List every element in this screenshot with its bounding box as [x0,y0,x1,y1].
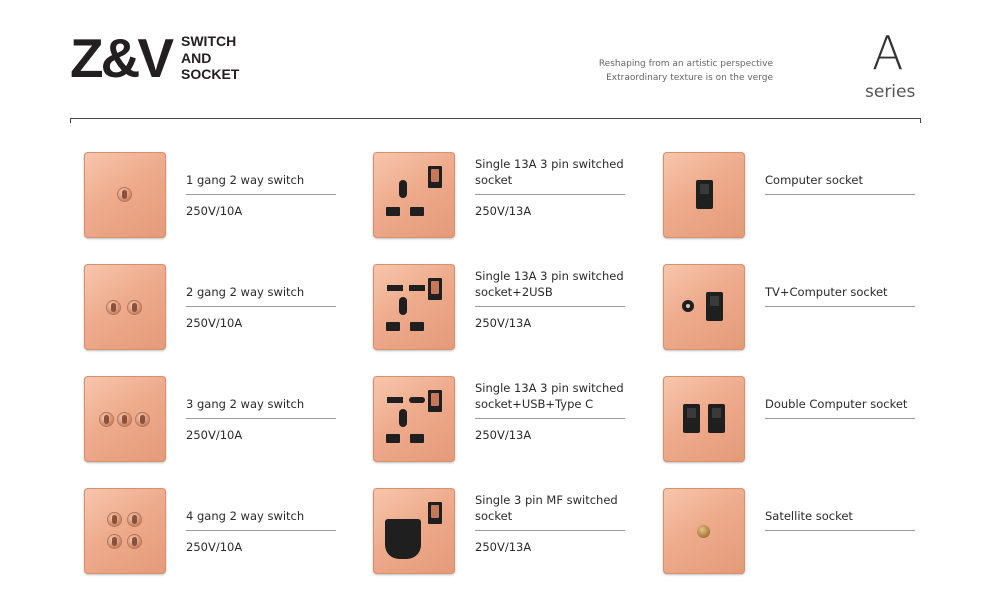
tagline-line-2: Extraordinary texture is on the verge [606,73,773,83]
rocker-switch-icon [428,390,442,412]
rj45-port-icon [683,404,700,433]
switch-2-gang-image [84,264,166,350]
brand-line-2: AND [181,49,212,66]
product-card [663,152,918,242]
earth-pin-icon [399,180,407,198]
switch-4-gang-image [84,488,166,574]
product-divider [186,418,336,419]
brand-line-1: SWITCH [181,33,237,50]
product-spec: 250V/10A [186,540,243,554]
product-card [84,488,339,578]
brand-mark: Z&V [70,27,171,89]
product-spec: 250V/13A [475,316,532,330]
product-divider [765,418,915,419]
neutral-pin-icon [410,207,424,216]
neutral-pin-icon [410,434,424,443]
socket-13a-usb-typec-image [373,376,455,462]
rj45-port-icon [708,404,725,433]
switch-1-gang-image [84,152,166,238]
product-divider [186,194,336,195]
product-card [373,264,628,354]
product-spec: 250V/10A [186,316,243,330]
socket-13a-image [373,152,455,238]
brand-line-3: SOCKET [181,66,240,83]
rocker-switch-icon [428,502,442,524]
switch-3-gang-image [84,376,166,462]
earth-pin-icon [399,297,407,315]
product-divider [765,194,915,195]
product-card [84,264,339,354]
rj45-port-icon [706,292,723,321]
live-pin-icon [386,434,400,443]
product-name: Single 3 pin MF switched socket [475,493,618,523]
earth-pin-icon [399,409,407,427]
tagline [599,57,773,85]
series-word: series [865,82,916,102]
live-pin-icon [386,207,400,216]
toggle-icon [108,513,121,526]
product-divider [186,306,336,307]
toggle-icon [118,188,131,201]
product-spec: 250V/13A [475,428,532,442]
product-divider [475,418,625,419]
product-divider [475,194,625,195]
neutral-pin-icon [410,322,424,331]
product-spec: 250V/10A [186,428,243,442]
product-name: Computer socket [765,173,864,187]
product-card [84,376,339,466]
toggle-icon [107,301,120,314]
product-spec: 250V/13A [475,204,532,218]
usb-port-icon [409,285,425,291]
toggle-icon [128,301,141,314]
brand-logo [70,27,240,89]
product-card [373,488,628,578]
product-divider [475,530,625,531]
toggle-icon [100,413,113,426]
header-divider [70,118,921,119]
rocker-switch-icon [428,278,442,300]
coax-port-icon [682,300,694,312]
tv-computer-socket-image [663,264,745,350]
toggle-icon [128,535,141,548]
product-card [663,264,918,354]
series-letter: A [872,26,904,80]
rj45-port-icon [696,180,713,209]
product-divider [186,530,336,531]
computer-socket-image [663,152,745,238]
product-name: Satellite socket [765,509,853,523]
usb-port-icon [387,285,403,291]
live-pin-icon [386,322,400,331]
toggle-icon [136,413,149,426]
brand-subtitle [181,33,239,83]
type-c-port-icon [409,397,425,403]
product-card [663,488,918,578]
product-name: Single 13A 3 pin switched socket+2USB [475,269,624,299]
satellite-socket-image [663,488,745,574]
rocker-switch-icon [428,166,442,188]
toggle-icon [118,413,131,426]
product-name: 3 gang 2 way switch [186,397,305,411]
product-name: 4 gang 2 way switch [186,509,305,523]
toggle-icon [108,535,121,548]
product-card [84,152,339,242]
product-name: 1 gang 2 way switch [186,173,305,187]
product-name: Double Computer socket [765,397,908,411]
double-computer-socket-image [663,376,745,462]
product-card [373,152,628,242]
product-name: Single 13A 3 pin switched socket [475,157,624,187]
product-divider [765,306,915,307]
product-name: Single 13A 3 pin switched socket+USB+Type C [475,381,624,411]
product-name: 2 gang 2 way switch [186,285,305,299]
product-spec: 250V/10A [186,204,243,218]
product-spec: 250V/13A [475,540,532,554]
satellite-port-icon [697,525,710,538]
tagline-line-1: Reshaping from an artistic perspective [598,59,773,69]
multi-function-outlet-icon [385,519,421,559]
product-divider [475,306,625,307]
toggle-icon [128,513,141,526]
product-card [373,376,628,466]
usb-port-icon [387,397,403,403]
product-name: TV+Computer socket [765,285,888,299]
socket-13a-2usb-image [373,264,455,350]
product-divider [765,530,915,531]
product-card [663,376,918,466]
socket-mf-image [373,488,455,574]
